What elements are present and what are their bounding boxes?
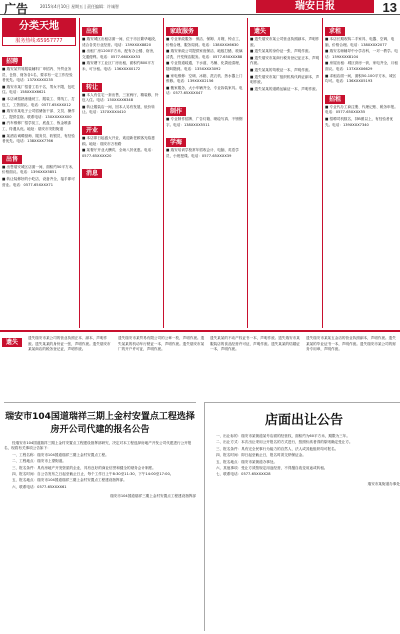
ad-item: ■ 搬家服务，大小车辆齐全，专业拆装家具。电话：0577-65XXXX47 (166, 85, 243, 96)
column-4 (250, 18, 320, 328)
column-5 (325, 18, 398, 328)
ad-item: ■ 汽车维修厂招学徒工，底盘工、钣金喷漆工，待遇从优。地址：瑞安市安阳街道 (2, 121, 72, 131)
notice-paragraph: 二、工程地点：瑞安市上望街道。 (12, 459, 66, 464)
notice-right (204, 402, 400, 631)
ad-item: ■ 本店长期收购二手家具、电器、空调、电脑，价格合理。电话：138XXXX2077 (325, 37, 395, 47)
ad-item: ■ 瑞安市某电子公司招储备干部、文员、操作工，提供住宿。联系电话：13XXXXXXX00 (2, 109, 75, 119)
category-transfer: 转让 (82, 83, 102, 92)
ad-item: ■ 某酒店诚聘厨师、服务员、收银员，有经验者优先。电话：138XXXX7766 (2, 133, 75, 144)
newspaper-logo: 瑞安日报 (256, 0, 374, 13)
lost-notice-text: 遗失某某的不动产权证书一本，声明作废。遗失瑞安市某服装店的食品经营许可证，声明作废。遗失某某的结婚证一本，声明作废。 (210, 336, 300, 352)
column-2 (82, 18, 160, 328)
notice-signature: 瑞安市某街道办事处 (367, 481, 400, 486)
notice-paragraph: 七、联系电话：0577-65XXXX28 (216, 472, 271, 477)
notice-paragraph: 六、联系电话：0577-65XXXX61 (12, 484, 67, 489)
category-opening: 开业 (82, 126, 102, 135)
category-sale: 出售 (2, 155, 22, 164)
ad-item: ■ 遗失瑞安市某商行税务登记证正本，声明作废。 (250, 55, 320, 66)
notice-paragraph: 五、报名地点：瑞安市某街道办事处。 (216, 459, 278, 464)
ad-item: ■ 瑞安塘下工业区厂房出租，面积约800平方米，可分租。电话：136XXXX0172 (82, 61, 155, 71)
category-wanted-rent: 求租 (325, 27, 345, 36)
column-1 (2, 18, 76, 328)
lost-notice-text: 遗失瑞安市某公司的营业执照正本、副本，声明作废。遗失某某的身份证一张，声明作废。遗失瑞安市某某商店的税务登记证，声明作废。 (28, 336, 111, 352)
notice-title: 瑞安市104国道瑞祥三期上金村安置点工程选择房开公司代建的报名公告 (5, 412, 195, 435)
notice-paragraph: 二、出让方式：本次出让采用公开报名的方式进行，按照价高者得的原则确定受让方。 (216, 440, 353, 445)
ad-item: ■ 瑞安城区出租店面一间，位于市区繁华地段，适合各类行业经营。电话：139XXXX8820 (82, 37, 159, 47)
notice-title: 店面出让公告 (264, 413, 343, 428)
issue-date: 2015年4月10日 星期五 | 责任编辑：许诚智 (40, 4, 119, 9)
ad-item: ■ 出租厂房1200平方米，配有办公楼、宿舍，交通便利。电话：0577-66XXXX53 (82, 49, 157, 59)
section-label: 广告 (4, 2, 29, 16)
ad-item: ■ 转让装修好的小吃店，设备齐全，接手即可营业。电话：0577-65XXXX71 (2, 176, 75, 187)
page-number: 13 (382, 0, 397, 15)
notice-paragraph: 三、报名条件：具有房地产开发资质的企业，具有良好的商业信誉和健全的财务会计制度。 (12, 465, 156, 470)
notice-signature: 瑞安市104国道瑞祥三期上金村安置点工程建设指挥部 (110, 494, 196, 499)
ad-item: ■ 瑞安市某厂招普工若干名，男女不限，包吃住。电话：158XXXX6621 (2, 84, 75, 95)
category-education: 学海 (166, 138, 186, 147)
ad-item: ■ 专业家政服务：保洁、保姆、月嫂、钟点工，价格合理，服务周到。电话：138XXXX6630 (166, 37, 243, 47)
notice-paragraph: 一、工程名称：瑞安市104国道瑞祥三期上金村安置点工程。 (12, 452, 109, 457)
lost-notice-column (118, 336, 206, 398)
ad-item: ■ 招聘司机数名，持B照以上，有经验者优先。电话：139XXXX7340 (325, 116, 394, 127)
notice-paragraph: 四、报名时间：即日起至截止日，报名时须交纳保证金。 (216, 453, 306, 458)
notice-paragraph: 四、报名时间：自公告发布之日起至截止日止，每个工作日上午8:30至11:30，下午14:00至17:00。 (12, 472, 174, 477)
ad-item: ■ 瑞安某贸易服装辅料厂申招内、外贸业务员、仓管、财务各1名，要求有一定工作经验者优先。电话：137XXXX0235 (2, 67, 73, 83)
category-lost: 遗失 (250, 27, 270, 36)
ad-item: ■ 某餐厅开业大酬宾，全场八折优惠。电话：0577-65XXXX20 (82, 148, 155, 158)
ad-item: ■ 本店即日起盛大开业，欢迎新老顾客光临惠顾。地址：瑞安市万松路 (82, 135, 155, 146)
notice-paragraph: 经瑞安市104国道瑞祥三期上金村安置点工程建设指挥部研究，决定对本工程选择房地产开发公司代建进行公开报名，现将有关事项公告如下： (4, 441, 192, 451)
lost-notice-column (306, 336, 398, 398)
lost-notice-band (0, 330, 400, 402)
ad-item: ■ 遗失瑞安市某公司营业执照副本，声明作废。 (250, 37, 320, 47)
ad-item: ■ 房屋出租：城区套房一套，家电齐全，月租面议。电话：137XXXX6629 (325, 61, 398, 71)
ad-item: ■ 遗失某某的道路运输证一本，声明作废。 (250, 86, 320, 91)
ad-item: ■ 出售瑞安城区店面一间，面积约50平方米，价格面议。电话：139XXXX5851 (2, 164, 76, 175)
ad-item: ■ 遗失某某的驾驶证一本，声明作废。 (250, 67, 313, 72)
lost-notice-text: 遗失瑞安市某某五金店的营业执照副本，声明作废。遗失某某的毕业证书一本，声明作废。遗失瑞安市某公司的财务专用章，声明作废。 (306, 336, 396, 352)
category-production: 制作 (166, 107, 186, 116)
ad-item: ■ 瑞安培训学校常年招收会计、电脑、英语学员，小班授课。电话：0577-65XXXX39 (166, 148, 239, 158)
column-divider (322, 18, 323, 328)
notice-left (4, 402, 196, 631)
notice-paragraph: 六、其他事项：受让方须按规定用途经营，不得擅自改变用途或转租。 (216, 466, 328, 471)
ad-item: ■ 本人有住宅一套出售，三室两厅，精装修，拎包入住。电话：150XXXX6348 (82, 92, 159, 103)
lost-notice-column (28, 336, 114, 398)
ad-item: ■ 本店诚招熟练缝纫工、服装工、剪线工、打包工，工资面议。电话：0577-65XXXX12 (2, 96, 75, 107)
ad-item: ■ 家电维修：空调、冰箱、洗衣机、热水器上门维修。电话：139XXXX2156 (166, 73, 243, 84)
classified-title: 分类天地 (2, 18, 76, 36)
ad-item: ■ 专业制作招牌、广告灯箱、喷绘写真、不锈钢字。电话：138XXXX5511 (166, 116, 243, 127)
ad-item: ■ 转让服装店一间，因本人另有发展，低价转让。电话：137XXXX4410 (82, 104, 155, 115)
category-housekeeping: 家政服务 (166, 27, 198, 36)
category-news: 消息 (82, 169, 102, 178)
ad-item: ■ 专业代办工商注册、代理记账、税务申报。电话：0577-65XXXX55 (325, 104, 398, 115)
column-divider (247, 18, 248, 328)
page-header (0, 0, 400, 15)
column-divider (79, 18, 80, 328)
ad-item: ■ 专业管道疏通，下水道、马桶、化粪池清理，随叫随到。电话：135XXXX3092 (166, 61, 243, 71)
classified-hotline: 服务热线:65957777 (2, 36, 76, 46)
notice-paragraph: 五、报名地点：瑞安市104国道瑞祥三期上金村安置点工程建设指挥部。 (12, 478, 127, 483)
ad-item: ■ 瑞安名师辅导中小学各科，一对一教学。电话：159XXXX8104 (325, 49, 398, 59)
lost-notice-text: 遗失瑞安市某贸易有限公司的公章一枚，声明作废。遗失某某的机动车行驶证一本，声明作废。遗失瑞安市某厂的开户许可证，声明作废。 (118, 336, 205, 352)
column-3 (166, 18, 244, 328)
category-lease: 招租 (325, 95, 345, 104)
notice-paragraph: 一、出让标的：瑞安市某街道某号店面的经营权，面积约为60平方米，期限为三年。 (216, 434, 350, 438)
lost-notice-column (210, 336, 302, 398)
category-lost-band: 遗失 (2, 338, 22, 347)
notice-paragraph: 三、报名条件：具有完全民事行为能力的自然人、法人或其他组织均可报名。 (216, 446, 339, 451)
ad-item: ■ 求租店面一间，面积50-100平方米，城区均可。电话：136XXXX5193 (325, 73, 397, 84)
category-rent: 出租 (82, 27, 102, 36)
ad-item: ■ 遗失某某的身份证一张，声明作废。 (250, 49, 313, 54)
column-divider (163, 18, 164, 328)
ad-item: ■ 瑞安家政公司提供家庭保洁、地板打蜡、玻璃清洗、开荒保洁服务。电话：0577-65XXXX88 (166, 49, 243, 59)
category-recruit: 招聘 (2, 57, 22, 66)
ad-item: ■ 遗失瑞安市某厂组织机构代码证副本，声明作废。 (250, 74, 320, 85)
